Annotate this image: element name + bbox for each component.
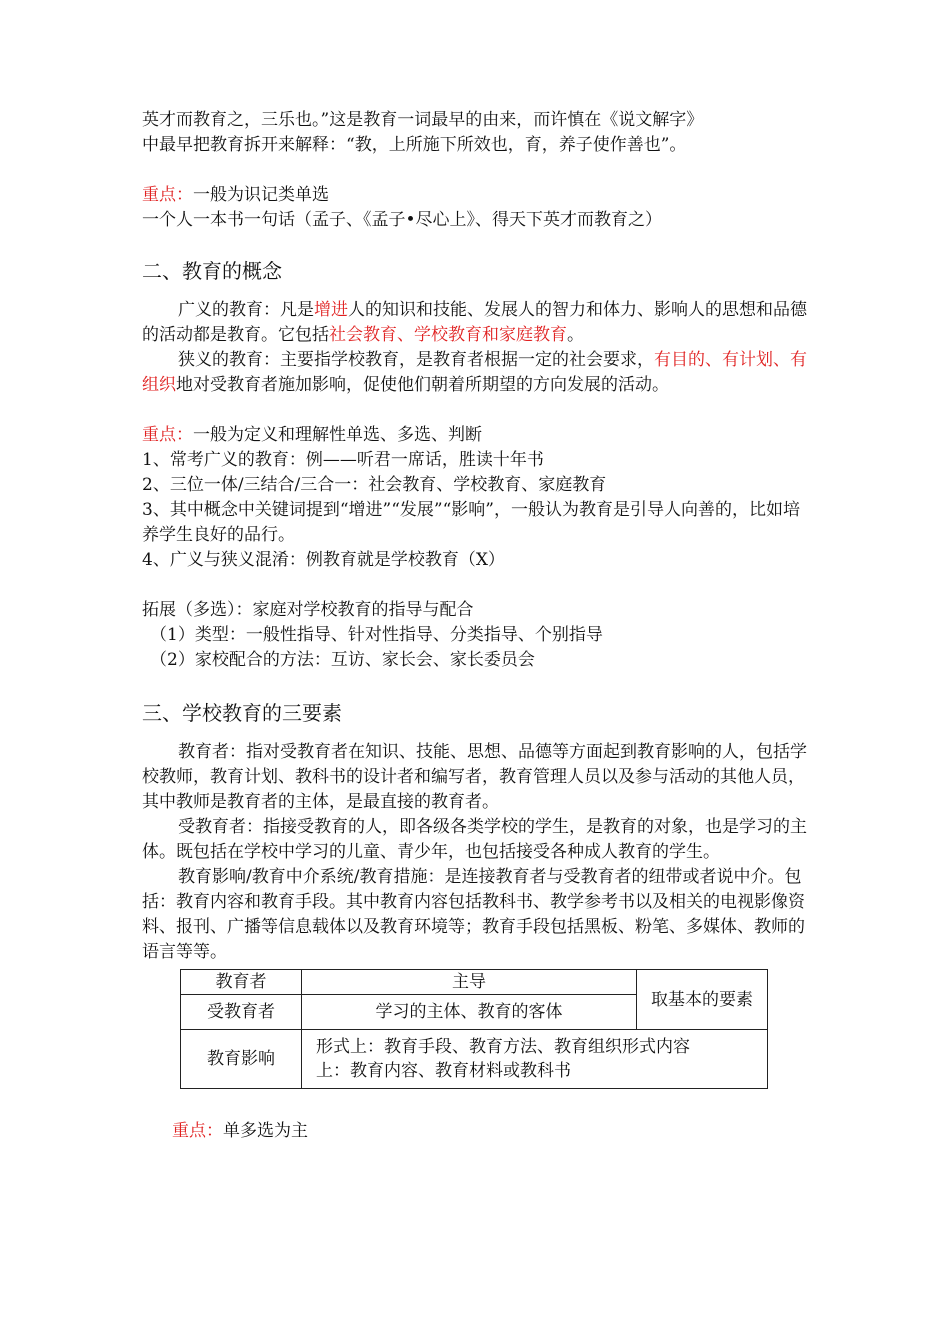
table-cell: 学习的主体、教育的客体	[302, 995, 637, 1030]
list-item: 1、常考广义的教育：例——听君一席话，胜读十年书	[142, 450, 544, 470]
learner-paragraph: 受教育者：指接受教育的人，即各级各类学校的学生，是教育的对象，也是学习的主体。既包括在学校中学习的儿童、青少年，也包括接受各种成人教育的学生。	[142, 817, 807, 862]
table-cell-line: 上：教育内容、教育材料或教科书	[316, 1061, 571, 1081]
table-cell: 教育者	[181, 970, 302, 995]
table-row	[181, 970, 768, 995]
table-cell: 受教育者	[181, 995, 302, 1030]
broad-pre: 广义的教育：凡是	[178, 300, 314, 320]
keypoint-text: 一般为定义和理解性单选、多选、判断	[193, 425, 482, 445]
section-2-heading: 二、教育的概念	[142, 259, 282, 283]
keypoint-2	[142, 423, 810, 448]
keypoint-label: 重点：	[172, 1121, 223, 1141]
table-row	[181, 1030, 768, 1089]
broad-definition	[142, 298, 810, 348]
keypoint-1	[142, 183, 810, 208]
broad-highlight-1: 增进	[314, 300, 348, 320]
intro-line-1: 英才而教育之，三乐也。”这是教育一词最早的由来，而许慎在《说文解字》	[142, 110, 704, 130]
narrow-definition	[142, 348, 810, 398]
section-3-heading: 三、学校教育的三要素	[142, 701, 342, 725]
broad-mid: 人的知识和技能、发展人的智力和体力、影响人的思想和品德的活动都是教育。它包括	[142, 300, 807, 345]
table-cell-merged: 取基本的要素	[637, 970, 768, 1030]
table-cell: 主导	[302, 970, 637, 995]
table-cell	[302, 1030, 768, 1089]
table-cell-line: 形式上：教育手段、教育方法、教育组织形式内容	[316, 1037, 690, 1057]
elements-table	[180, 969, 768, 1089]
educator-paragraph: 教育者：指对受教育者在知识、技能、思想、品德等方面起到教育影响的人，包括学校教师，教育计划、教科书的设计者和编写者，教育管理人员以及参与活动的其他人员，其中教师是教育者的主体，是最直接的教育者。	[142, 742, 807, 812]
extension-sub-2: （2）家校配合的方法：互访、家长会、家长委员会	[150, 650, 535, 670]
intro-line-2: 中最早把教育拆开来解释：“教，上所施下所效也，育，养子使作善也”。	[142, 135, 687, 155]
keypoint-text: 一般为识记类单选	[193, 185, 329, 205]
narrow-post: 地对受教育者施加影响，促使他们朝着所期望的方向发展的活动。	[176, 375, 669, 395]
keypoint-1-detail: 一个人一本书一句话（孟子、《孟子•尽心上》、得天下英才而教育之）	[142, 210, 663, 230]
keypoint-text: 单多选为主	[223, 1121, 308, 1141]
broad-highlight-2: 社会教育、学校教育和家庭教育	[329, 325, 567, 345]
narrow-pre: 狭义的教育：主要指学校教育，是教育者根据一定的社会要求，	[178, 350, 654, 370]
document-page	[142, 108, 810, 1144]
list-item: 3、其中概念中关键词提到“增进”“发展”“影响”，一般认为教育是引导人向善的，比如培养学生良好的品行。	[142, 500, 800, 545]
keypoint-label: 重点：	[142, 185, 193, 205]
table-cell: 教育影响	[181, 1030, 302, 1089]
list-item: 2、三位一体/三结合/三合一：社会教育、学校教育、家庭教育	[142, 475, 607, 495]
keypoint-3	[142, 1119, 810, 1144]
influence-paragraph: 教育影响/教育中介系统/教育措施：是连接教育者与受教育者的纽带或者说中介。包括：教育内容和教育手段。其中教育内容包括教科书、教学参考书以及相关的电视影像资料、报刊、广播等信息载体以及教育环境等；教育手段包括黑板、粉笔、多媒体、教师的语言等等。	[142, 867, 805, 962]
narrow-highlight: 有目的、有计划、有组织	[142, 350, 807, 395]
keypoint-label: 重点：	[142, 425, 193, 445]
extension-sub-1: （1）类型：一般性指导、针对性指导、分类指导、个别指导	[150, 625, 603, 645]
broad-end: 。	[567, 325, 584, 345]
list-item: 4、广义与狭义混淆：例教育就是学校教育（X）	[142, 550, 505, 570]
extension-title: 拓展（多选）：家庭对学校教育的指导与配合	[142, 600, 474, 620]
